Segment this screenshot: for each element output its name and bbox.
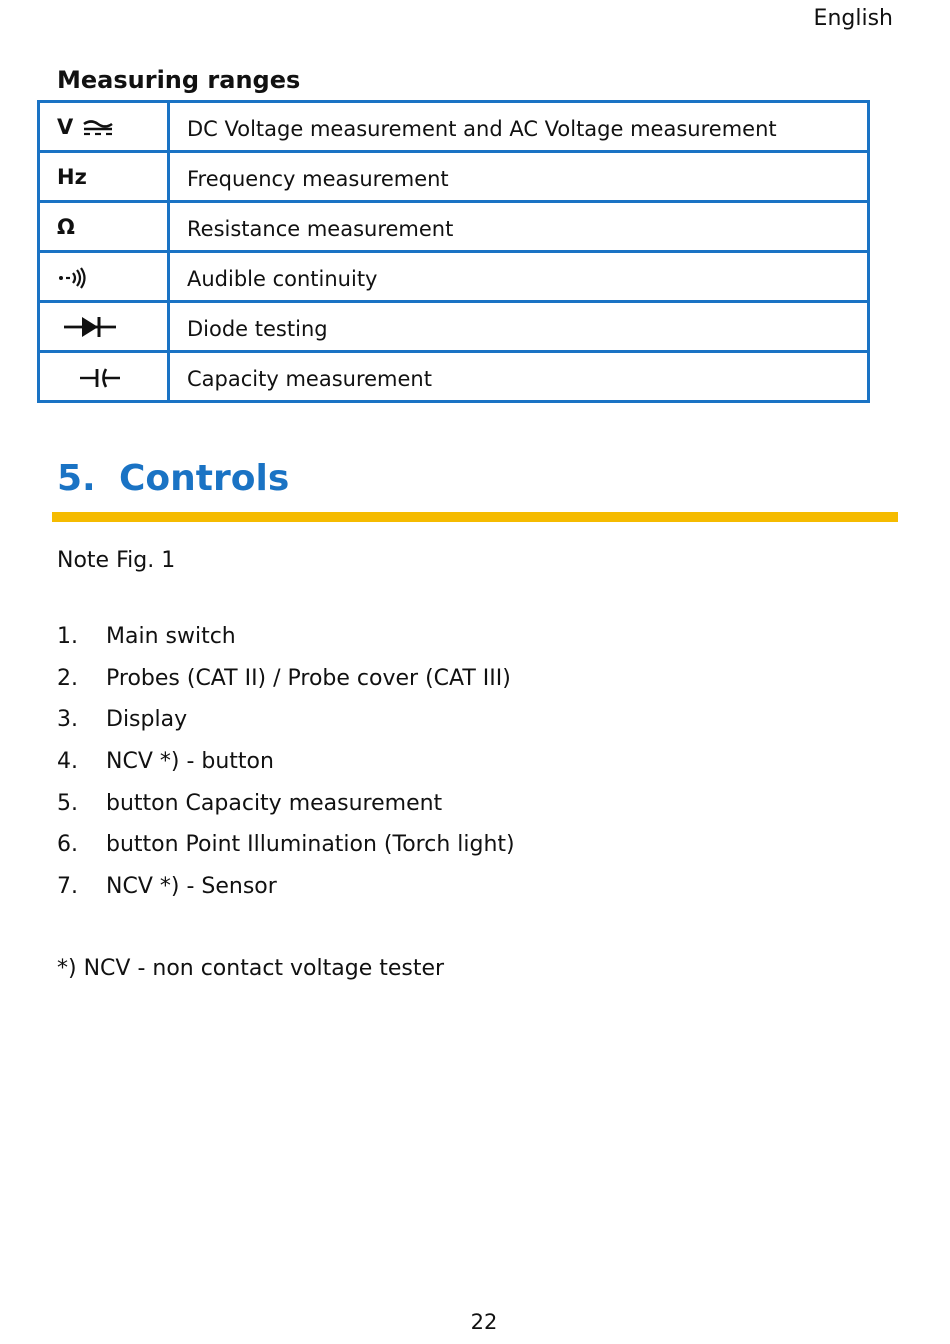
capacitor-icon	[78, 367, 122, 389]
section-divider	[52, 512, 898, 522]
table-row	[39, 352, 869, 402]
item-number: 3.	[57, 707, 78, 733]
page-number: 22	[470, 1310, 498, 1334]
description-cell: Frequency measurement	[169, 152, 869, 202]
item-number: 7.	[57, 874, 78, 900]
item-number: 1.	[57, 624, 78, 649]
item-text: Display	[106, 707, 188, 733]
section-title: Controls	[119, 458, 290, 499]
diode-icon	[62, 315, 118, 339]
ac-dc-icon	[81, 118, 115, 138]
item-text: NCV *) - Sensor	[106, 874, 277, 900]
table-row	[39, 102, 869, 152]
table-row	[39, 152, 869, 202]
item-text: button Point Illumination (Torch light)	[106, 832, 515, 858]
item-text: button Capacity measurement	[106, 790, 443, 816]
symbol-cell: Hz	[39, 152, 169, 202]
item-text: NCV *) - button	[106, 749, 274, 775]
symbol-cell: Ω	[39, 202, 169, 252]
note-text: Note Fig. 1	[57, 548, 176, 573]
item-text: Main switch	[106, 624, 236, 649]
footnote: *) NCV - non contact voltage tester	[57, 956, 445, 981]
item-number: 5.	[57, 790, 78, 816]
sound-icon	[57, 267, 89, 289]
list-item	[57, 620, 515, 662]
section-number: 5.	[57, 458, 96, 499]
measuring-ranges-table	[37, 100, 870, 403]
list-item	[57, 870, 515, 912]
table-row	[39, 202, 869, 252]
controls-list	[57, 620, 515, 912]
symbol-cell	[39, 102, 169, 152]
list-item	[57, 662, 515, 704]
description-cell: Capacity measurement	[169, 352, 869, 402]
list-item	[57, 703, 515, 745]
table-row	[39, 302, 869, 352]
symbol-cell	[39, 252, 169, 302]
item-number: 4.	[57, 749, 78, 775]
symbol-text: V	[57, 114, 74, 139]
section-heading	[57, 458, 289, 499]
symbol-cell	[39, 302, 169, 352]
list-item	[57, 787, 515, 829]
item-text: Probes (CAT II) / Probe cover (CAT III)	[106, 665, 511, 691]
description-cell: Audible continuity	[169, 252, 869, 302]
description-cell: Resistance measurement	[169, 202, 869, 252]
list-item	[57, 745, 515, 787]
description-cell: Diode testing	[169, 302, 869, 352]
language-label: English	[813, 6, 893, 31]
description-cell: DC Voltage measurement and AC Voltage measurement	[169, 102, 869, 152]
symbol-cell	[39, 352, 169, 402]
item-number: 2.	[57, 665, 78, 691]
item-number: 6.	[57, 832, 78, 858]
table-row	[39, 252, 869, 302]
list-item	[57, 828, 515, 870]
measuring-ranges-heading: Measuring ranges	[57, 66, 301, 94]
